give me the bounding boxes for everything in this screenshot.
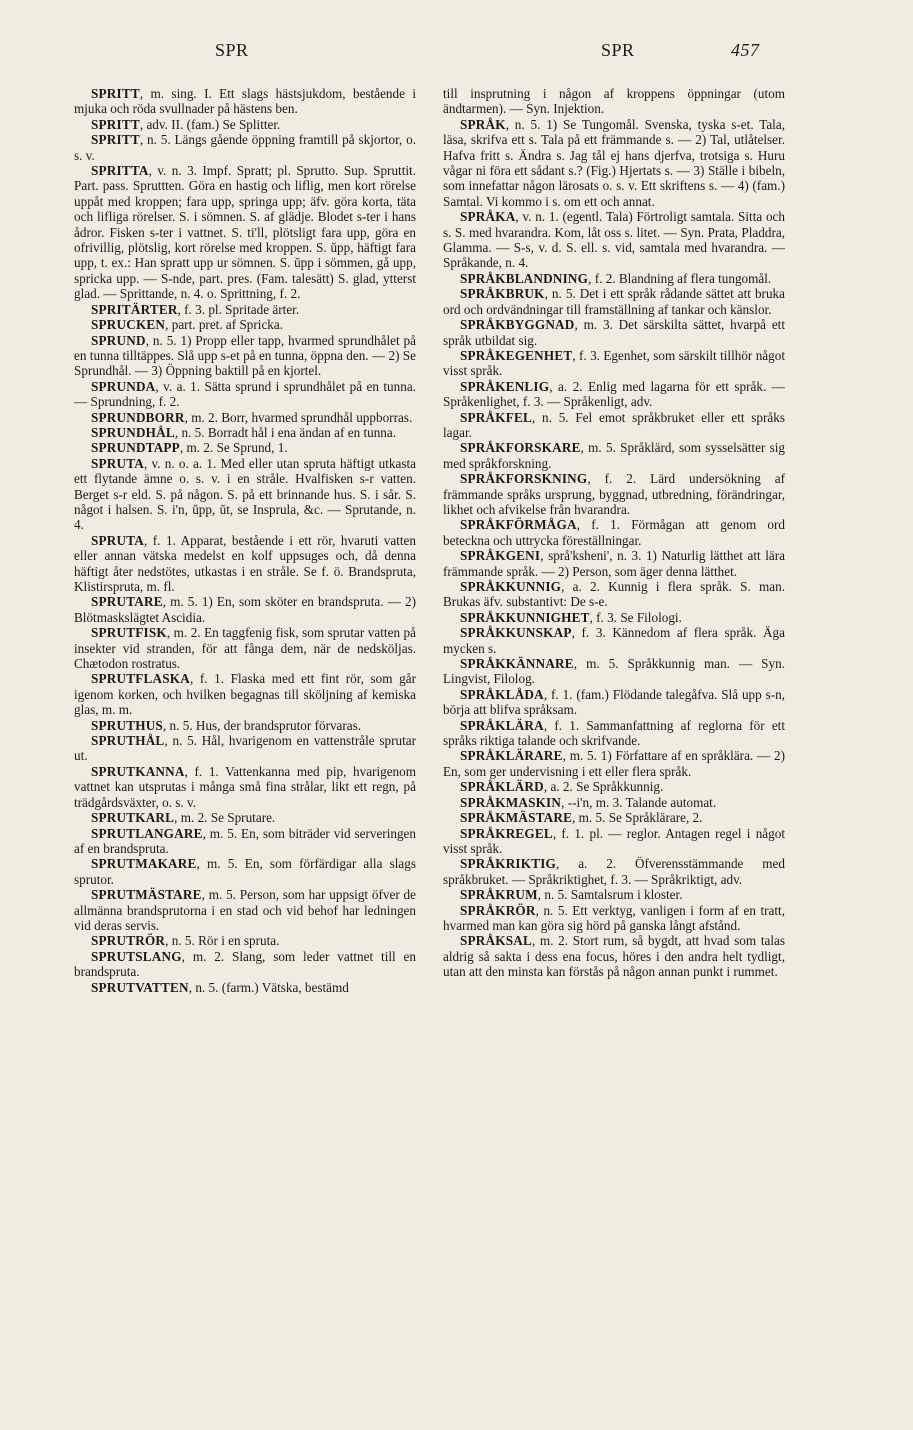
entry-definition: , f. 2. Blandning af flera tungomål. xyxy=(588,270,772,286)
dictionary-entry xyxy=(443,348,785,379)
entry-headword: SPRÅKMASKIN xyxy=(460,794,562,810)
entry-definition: , m. 5. Person, som har uppsigt öfver de allmänna brandsprutorna i en stad och vid behof har ledningen vid deras servis. xyxy=(74,887,416,933)
entry-headword: SPRÅKMÄSTARE xyxy=(460,810,573,826)
entry-headword: SPRÅKBRUK xyxy=(460,286,545,302)
dictionary-entry xyxy=(443,810,785,825)
entry-headword: SPRÅKFORSKARE xyxy=(460,440,581,456)
entry-definition: , a. 2. Kunnig i flera språk. S. man. Brukas äfv. substantivt: De s-e. xyxy=(443,579,785,610)
entry-headword: SPRÅKLÄRD xyxy=(460,779,544,795)
dictionary-entry xyxy=(443,887,785,902)
dictionary-entry xyxy=(443,610,785,625)
dictionary-entry xyxy=(74,733,416,764)
entry-headword: SPRÅKEGENHET xyxy=(460,347,573,363)
left-column xyxy=(74,86,416,995)
entry-headword: SPRUTMÄSTARE xyxy=(91,887,202,903)
dictionary-entry xyxy=(443,687,785,718)
dictionary-entry xyxy=(443,117,785,209)
entry-definition: , f. 1. Apparat, bestående i ett rör, hvaruti vatten eller annan vätska medelst en kolf uppsuges och, då denna häftigt åter nedstötes, utkastas i en stråle. Se f. ö. Brandspruta, Klistirspruta, m. fl. xyxy=(74,532,416,594)
dictionary-entry xyxy=(74,117,416,132)
entry-headword: SPRÅKFORSKNING xyxy=(460,471,588,487)
dictionary-entry xyxy=(74,949,416,980)
entry-definition: , n. 5. 1) Se Tungomål. Svenska, tyska s-et. Tala, läsa, skrifva ett s. Tala på ett främmande s. — 2) Tal, utlåtelser. Hafva fritt s. Ändra s. Jag tål ej hans djerfva, trotsiga s. Huru vågar ni föra ett sådant s.? (Fig.) Hjertats s. — 3) Ställe i bibeln, som innefattar någon lärosats o. s. v. Ett skriftens s. — 4) (fam.) Samtal. Vi kommo i s. om ett och annat. xyxy=(443,116,785,209)
entry-definition: , m. 5. En, som biträder vid serveringen af en brandspruta. xyxy=(74,825,416,856)
entry-definition: , n. 5. Längs gående öppning framtill på skjortor, o. s. v. xyxy=(74,132,416,163)
dictionary-entry xyxy=(74,810,416,825)
dictionary-entry xyxy=(443,86,785,117)
entry-definition: , m. 5. 1) Författare af en språklära. — 2) En, som ger undervisning i ett eller flera språk. xyxy=(443,748,785,779)
dictionary-entry xyxy=(443,379,785,410)
right-column xyxy=(443,86,785,980)
dictionary-entry xyxy=(74,671,416,717)
dictionary-entry xyxy=(443,856,785,887)
dictionary-entry xyxy=(443,656,785,687)
entry-headword: SPRUNDTAPP xyxy=(91,440,180,456)
dictionary-entry xyxy=(74,86,416,117)
dictionary-entry xyxy=(74,826,416,857)
entry-definition: , m. 5. Språklärd, som sysselsätter sig med språkforskning. xyxy=(443,440,785,471)
dictionary-entry xyxy=(443,410,785,441)
entry-definition: , f. 3. Egenhet, som särskilt tillhör något visst språk. xyxy=(443,347,785,379)
dictionary-entry xyxy=(74,456,416,533)
entry-definition: , n. 5. Rör i en spruta. xyxy=(165,933,280,949)
entry-definition: , n. 5. 1) Propp eller tapp, hvarmed sprundhålet på en tunna tilltäppes. Slå upp s-et på en tunna, öppna den. — 2) Se Sprundhål. — 3) Öppning baktill på en kjortel. xyxy=(74,332,416,379)
dictionary-entry xyxy=(74,933,416,948)
entry-definition: , n. 5. Hus, der brandsprutor förvaras. xyxy=(162,717,362,733)
entry-headword: SPRUTHÅL xyxy=(91,733,165,749)
dictionary-entry xyxy=(74,317,416,332)
entry-definition: , f. 1. Vattenkanna med pip, hvarigenom vattnet kan utsprutas i många små fina strålar, likt ett regn, på trädgårdsväxter, o. s. v. xyxy=(74,763,416,810)
entry-headword: SPRÅKRIKTIG xyxy=(460,856,556,872)
entry-headword: SPRITT xyxy=(91,86,140,101)
entry-headword: SPRUTRÖR xyxy=(91,933,166,949)
entry-headword: SPRUTA xyxy=(91,455,144,471)
entry-definition: till insprutning i någon af kroppens öppningar (utom ändtarmen). — Syn. Injektion. xyxy=(443,86,785,117)
entry-headword: SPRUND xyxy=(91,332,146,348)
entry-headword: SPRÅKGENI xyxy=(460,548,541,564)
entry-definition: , m. 3. Det särskilta sättet, hvarpå ett språk utbildat sig. xyxy=(443,317,785,348)
entry-headword: SPRÅKKUNSKAP xyxy=(460,625,572,641)
entry-headword: SPRUTHUS xyxy=(91,717,163,733)
entry-definition: , part. pret. af Spricka. xyxy=(165,317,284,333)
dictionary-entry xyxy=(443,826,785,857)
entry-headword: SPRUNDA xyxy=(91,378,156,394)
entry-definition: , m. 5. 1) En, som sköter en brandspruta. — 2) Blötmaskslägtet Ascidia. xyxy=(74,594,416,625)
entry-headword: SPRUTMAKARE xyxy=(91,856,197,872)
entry-headword: SPRÅKLÅDA xyxy=(460,686,544,702)
entry-headword: SPRUNDBORR xyxy=(91,409,185,425)
entry-definition: , adv. II. (fam.) Se Splitter. xyxy=(139,116,281,132)
dictionary-entry xyxy=(443,271,785,286)
entry-headword: SPRUNDHÅL xyxy=(91,424,175,440)
entry-headword: SPRÅKA xyxy=(460,209,516,225)
entry-definition: , f. 1. Sammanfattning af reglorna för ett språks riktiga talande och skrifvande. xyxy=(443,717,785,749)
dictionary-entry xyxy=(74,533,416,595)
entry-definition: , f. 3. pl. Spritade ärter. xyxy=(177,301,300,317)
entry-definition: , f. 1. Flaska med ett fint rör, som går igenom korken, och hvilken begagnas till sköljning af kemiska glas, m. m. xyxy=(74,671,416,718)
dictionary-entry xyxy=(74,980,416,995)
entry-definition: , m. 2. Stort rum, så bygdt, att hvad som talas aldrig så sakta i dess ena focus, höres i den andra helt tydligt, utan att den minsta kan förstås på någon annan punkt i rummet. xyxy=(443,933,785,980)
entry-headword: SPRÅKENLIG xyxy=(460,378,550,394)
dictionary-entry xyxy=(443,579,785,610)
dictionary-entry xyxy=(443,317,785,348)
entry-definition: , m. 2. Slang, som leder vattnet till en brandspruta. xyxy=(74,948,416,980)
entry-definition: , n. 5. Det i ett språk rådande sättet att bruka ord och ordvändningar till framställning af tankar och känslor. xyxy=(443,286,785,317)
entry-headword: SPRITTA xyxy=(91,163,149,179)
entry-headword: SPRÅKREGEL xyxy=(460,825,553,841)
entry-headword: SPRUTVATTEN xyxy=(91,979,189,995)
dictionary-entry xyxy=(443,933,785,979)
entry-definition: , f. 1. Förmågan att genom ord beteckna och uttrycka föreställningar. xyxy=(443,517,785,548)
entry-definition: , n. 5. Hål, hvarigenom en vattenstråle sprutar ut. xyxy=(74,733,416,764)
entry-definition: , m. 2. Se Sprutare. xyxy=(174,810,276,826)
dictionary-entry xyxy=(74,379,416,410)
entry-headword: SPRÅKSAL xyxy=(460,933,532,949)
entry-headword: SPRUTARE xyxy=(91,594,163,610)
dictionary-entry xyxy=(74,625,416,671)
entry-definition: , v. n. 3. Impf. Spratt; pl. Sprutto. Sup. Spruttit. Part. pass. Spruttten. Göra en hastig och liflig, men kort rörelse uppåt med kroppen; fara upp, springa upp; äfv. göra korta, täta och lifliga rörelser. S. i sömnen. S. af glädje. Blodet s-ter i hans ådror. Fisken s-ter i vattnet. S. ti'll, plötsligt fara upp, göra en ofrivillig, plötslig, kort rörelse med kroppen. S. ŭpp, häftigt fara upp, t. ex.: Han spratt upp ur sömnen. S. ŭpp i sömmen, gå upp, spricka upp. — S-nde, part. pres. (Fam. talesätt) S. glad, ytterst glad. — Sprittande, n. 4. o. Sprittning, f. 2. xyxy=(74,163,416,302)
dictionary-entry xyxy=(74,594,416,625)
dictionary-entry xyxy=(74,410,416,425)
entry-headword: SPRITT xyxy=(91,132,140,148)
entry-definition: , v. n. 1. (egentl. Tala) Förtroligt samtala. Sitta och s. S. med hvarandra. Kom, låt oss s. litet. — Syn. Prata, Pladdra, Glamma. — S-s, v. d. S. ell. s. vid, samtala med hvarandra. — Språkande, n. 4. xyxy=(443,209,785,271)
dictionary-entry xyxy=(443,440,785,471)
dictionary-entry xyxy=(443,517,785,548)
entry-definition: , f. 3. Se Filologi. xyxy=(589,609,682,625)
entry-definition: , n. 5. (farm.) Vätska, bestämd xyxy=(188,979,349,995)
entry-definition: , n. 5. Ett verktyg, vanligen i form af en tratt, hvarmed man kan göra sig hörd på ganska långt afstånd. xyxy=(443,902,785,933)
entry-headword: SPRÅKFÖRMÅGA xyxy=(460,517,577,533)
dictionary-entry xyxy=(443,795,785,810)
dictionary-entry xyxy=(443,625,785,656)
dictionary-entry xyxy=(74,163,416,302)
running-header-left: SPR xyxy=(215,40,249,60)
entry-headword: SPRÅKLÄRA xyxy=(460,717,544,733)
entry-headword: SPRÅKBYGGNAD xyxy=(460,317,575,333)
entry-headword: SPRÅKKUNNIG xyxy=(460,579,562,594)
entry-definition: , språ'ksheni', n. 3. 1) Naturlig lätthet att lära främmande språk. — 2) Person, som äger denna lätthet. xyxy=(443,548,785,579)
entry-headword: SPRÅKBLANDNING xyxy=(460,270,589,286)
entry-headword: SPRÅKRÖR xyxy=(460,902,536,918)
entry-headword: SPRUTKANNA xyxy=(91,763,185,779)
entry-headword: SPRITÄRTER xyxy=(91,301,178,317)
entry-headword: SPRÅK xyxy=(460,116,506,132)
dictionary-entry xyxy=(443,779,785,794)
dictionary-entry xyxy=(443,548,785,579)
entry-definition: , a. 2. Se Språkkunnig. xyxy=(543,779,664,795)
entry-definition: , f. 1. pl. — reglor. Antagen regel i något visst språk. xyxy=(443,825,785,856)
entry-definition: , m. 5. En, som förfärdigar alla slags sprutor. xyxy=(74,856,416,887)
entry-headword: SPRUTFLASKA xyxy=(91,671,190,687)
entry-headword: SPRÅKRUM xyxy=(460,887,538,903)
entry-definition: , m. 5. Språkkunnig man. — Syn. Lingvist, Filolog. xyxy=(443,656,785,687)
entry-definition: , f. 2. Lärd undersökning af främmande språks ursprung, byggnad, utbredning, förändringar, likhet och afvikelse från hvarandra. xyxy=(443,471,785,517)
entry-headword: SPRUTFISK xyxy=(91,625,167,641)
dictionary-entry xyxy=(443,471,785,517)
entry-headword: SPRÅKFEL xyxy=(460,409,532,425)
dictionary-entry xyxy=(443,209,785,271)
entry-definition: , f. 1. (fam.) Flödande talegåfva. Slå upp s-n, börja att blifva språksam. xyxy=(443,686,785,718)
entry-definition: , v. a. 1. Sätta sprund i sprundhålet på en tunna. — Sprundning, f. 2. xyxy=(74,378,416,410)
page-number: 457 xyxy=(731,40,760,60)
entry-headword: SPRUTLANGARE xyxy=(91,825,203,841)
dictionary-entry xyxy=(443,718,785,749)
entry-headword: SPRÅKKÄNNARE xyxy=(460,656,574,672)
entry-headword: SPRÅKKUNNIGHET xyxy=(460,609,590,625)
dictionary-entry xyxy=(443,903,785,934)
entry-definition: , --i'n, m. 3. Talande automat. xyxy=(561,794,717,810)
dictionary-entry xyxy=(74,887,416,933)
entry-headword: SPRUTKARL xyxy=(91,810,175,826)
entry-definition: , a. 2. Öfverensstämmande med språkbruket. — Språkriktighet, f. 3. — Språkriktigt, adv. xyxy=(443,856,785,887)
entry-definition: , m. 2. En taggfenig fisk, som sprutar vatten på insekter vid stranden, för att fånga dem, när de nedsköljas. Chætodon rostratus. xyxy=(74,625,416,672)
entry-definition: , f. 3. Kännedom af flera språk. Äga mycken s. xyxy=(443,625,785,656)
dictionary-entry xyxy=(74,718,416,733)
entry-headword: SPRITT xyxy=(91,116,140,132)
entry-headword: SPRUTSLANG xyxy=(91,948,182,964)
entry-definition: , m. 2. Borr, hvarmed sprundhål uppborras. xyxy=(184,409,413,425)
entry-headword: SPRUTA xyxy=(91,532,144,548)
dictionary-entry xyxy=(74,333,416,379)
entry-definition: , n. 5. Fel emot språkbruket eller ett språks lagar. xyxy=(443,409,785,440)
entry-definition: , n. 5. Samtalsrum i kloster. xyxy=(537,887,683,903)
entry-headword: SPRUCKEN xyxy=(91,317,166,333)
entry-definition: , m. 5. Se Språklärare, 2. xyxy=(572,810,703,826)
dictionary-entry xyxy=(74,856,416,887)
entry-definition: , m. sing. I. Ett slags hästsjukdom, bestående i mjuka och röda svullnader på hästens ben. xyxy=(74,86,416,117)
dictionary-entry xyxy=(443,286,785,317)
dictionary-entry xyxy=(74,764,416,810)
dictionary-entry xyxy=(74,132,416,163)
dictionary-entry xyxy=(443,748,785,779)
entry-headword: SPRÅKLÄRARE xyxy=(460,748,563,764)
entry-definition: , a. 2. Enlig med lagarna för ett språk. — Språkenlighet, f. 3. — Språkenligt, adv. xyxy=(443,378,785,410)
entry-definition: , n. 5. Borradt hål i ena ändan af en tunna. xyxy=(174,424,397,440)
dictionary-entry xyxy=(74,440,416,455)
entry-definition: , m. 2. Se Sprund, 1. xyxy=(179,440,288,456)
dictionary-entry xyxy=(74,425,416,440)
entry-definition: , v. n. o. a. 1. Med eller utan spruta häftigt utkasta ett flytande ämne o. s. v. i en stråle. Hvalfisken s-r vatten. Berget s-r eld. S. på någon. S. på ett brinnande hus. S. i sår. S. något i halsen. S. i'n, ŭpp, ŭt, se Insprula, &c. — Sprutande, n. 4. xyxy=(74,455,416,533)
dictionary-entry xyxy=(74,302,416,317)
running-header-right: SPR xyxy=(601,40,635,60)
